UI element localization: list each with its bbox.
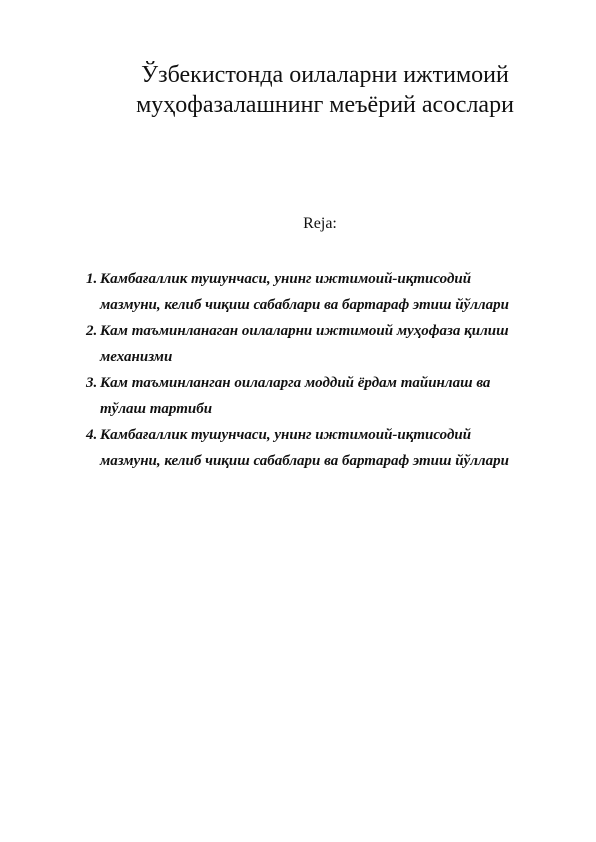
plan-item-number: 4.	[86, 427, 98, 443]
plan-item-text	[100, 266, 556, 318]
plan-item-line: Камбағаллик тушунчаси, унинг ижтимоий-иқтисодий	[100, 271, 472, 287]
plan-item-text	[100, 318, 556, 370]
document-title	[110, 60, 540, 120]
plan-item-number: 2.	[86, 323, 98, 339]
plan-item-line: тўлаш тартиби	[100, 401, 213, 417]
title-line-2: муҳофазалашнинг меъёрий асослари	[136, 92, 514, 118]
plan-list	[86, 266, 556, 474]
plan-item-3	[86, 370, 556, 422]
plan-item-1	[86, 266, 556, 318]
plan-heading: Reja:	[303, 215, 337, 232]
plan-item-text	[100, 370, 556, 422]
title-line-1: Ўзбекистонда оилаларни ижтимоий	[141, 62, 509, 88]
plan-item-text	[100, 422, 556, 474]
plan-item-2	[86, 318, 556, 370]
plan-item-number: 3.	[86, 375, 98, 391]
plan-item-number: 1.	[86, 271, 98, 287]
plan-item-line: механизми	[100, 349, 173, 365]
plan-item-line: мазмуни, келиб чиқиш сабаблари ва бартараф этиш йўллари	[100, 297, 509, 313]
plan-item-line: Камбағаллик тушунчаси, унинг ижтимоий-иқтисодий	[100, 427, 472, 443]
plan-item-line: мазмуни, келиб чиқиш сабаблари ва бартараф этиш йўллари	[100, 453, 509, 469]
plan-item-line: Кам таъминланган оилаларга моддий ёрдам тайинлаш ва	[100, 375, 491, 391]
plan-item-4	[86, 422, 556, 474]
plan-item-line: Кам таъминланаган оилаларни ижтимоий муҳофаза қилиш	[100, 323, 509, 339]
